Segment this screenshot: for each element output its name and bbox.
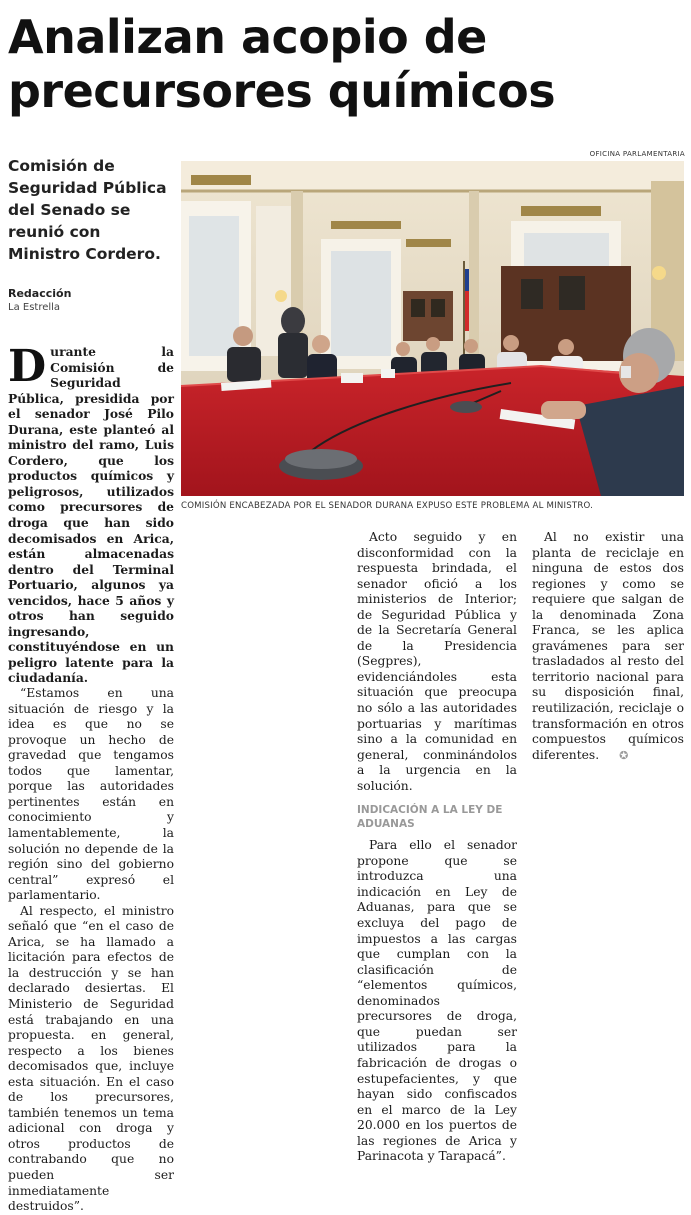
section-subhead: INDICACIÓN A LA LEY DE ADUANAS	[357, 804, 503, 831]
photo-caption: COMISIÓN ENCABEZADA POR EL SENADOR DURANA EXPUSO ESTE PROBLEMA AL MINISTRO.	[181, 501, 594, 511]
meeting-photo	[181, 161, 684, 496]
article-column-4	[532, 530, 684, 763]
article-column-3	[357, 530, 517, 1165]
paragraph-lead: urante la Comisión de Seguridad Pública, presidida por el senador José Pilo Durana, este planteó al ministro del ramo, Luis Cordero, que los productos químicos y peligrosos, utilizados como precursores de droga que han sido decomisados en Arica, están almacenadas dentro del Terminal Portuario, algunos ya vencidos, hace 5 años y otros han seguido ingresando, constituyéndose en un peligro latente para la ciudadanía.	[8, 344, 174, 686]
headline: Analizan acopio de precursores químicos	[8, 10, 556, 118]
end-mark-icon: ✪	[619, 748, 629, 762]
byline-author: Redacción	[8, 287, 72, 300]
article-column-1	[8, 341, 174, 1215]
paragraph-closing: Al no existir una planta de reciclaje en ninguna de estos dos regiones y como se requiere que salgan de la denominada Zona Franca, se les aplica gravámenes para ser trasladados al resto del territorio nacional para su disposición final, reutilización, reciclaje o transformación en otros compuestos químicos diferentes.	[532, 530, 684, 762]
drop-cap: D	[8, 341, 47, 392]
paragraph-indicacion: Para ello el senador propone que se introduzca una indicación en Ley de Aduanas, para que se excluya del pago de impuestos a las cargas que cumplan con la clasificación de “elementos químicos, denominados precursores de droga, que puedan ser utilizados para la fabricación de drogas o estupefacientes, y que hayan sido confiscados en el marco de la Ley 20.000 en los puertos de las regiones de Arica y Parinacota y Tarapacá”.	[357, 838, 517, 1164]
byline-outlet: La Estrella	[8, 302, 61, 313]
deck-subtitle: Comisión de Seguridad Pública del Senado se reunió con Ministro Cordero.	[8, 157, 167, 263]
paragraph-minister: Al respecto, el ministro señaló que “en el caso de Arica, se ha llamado a licitación para efectos de la destrucción y se han declarado desiertas. El Ministerio de Seguridad está trabajando en una propuesta. en general, respecto a los bienes decomisados que, incluye esta situación. En el caso de los precursores, también tenemos un tema adicional con droga y otros productos de contrabando que no pueden ser inmediatamente destruidos”.	[8, 903, 174, 1214]
photo-credit: OFICINA PARLAMENTARIA	[589, 150, 685, 158]
paragraph-quote: “Estamos en una situación de riesgo y la idea es que no se provoque un hecho de gravedad que tengamos todos que lamentar, porque las autoridades pertinentes están en conocimiento y lamentablemente, la solución no depende de la región sino del gobierno central” expresó el parlamentario.	[8, 686, 174, 903]
paragraph-oficio: Acto seguido y en disconformidad con la respuesta brindada, el senador ofició a los ministerios de Interior; de Seguridad Pública y de la Secretaría General de la Presidencia (Segpres), evidenciándoles esta situación que preocupa no sólo a las autoridades portuarias y marítimas sino a la comunidad en general, conminándolos a la urgencia en la solución.	[357, 530, 517, 793]
